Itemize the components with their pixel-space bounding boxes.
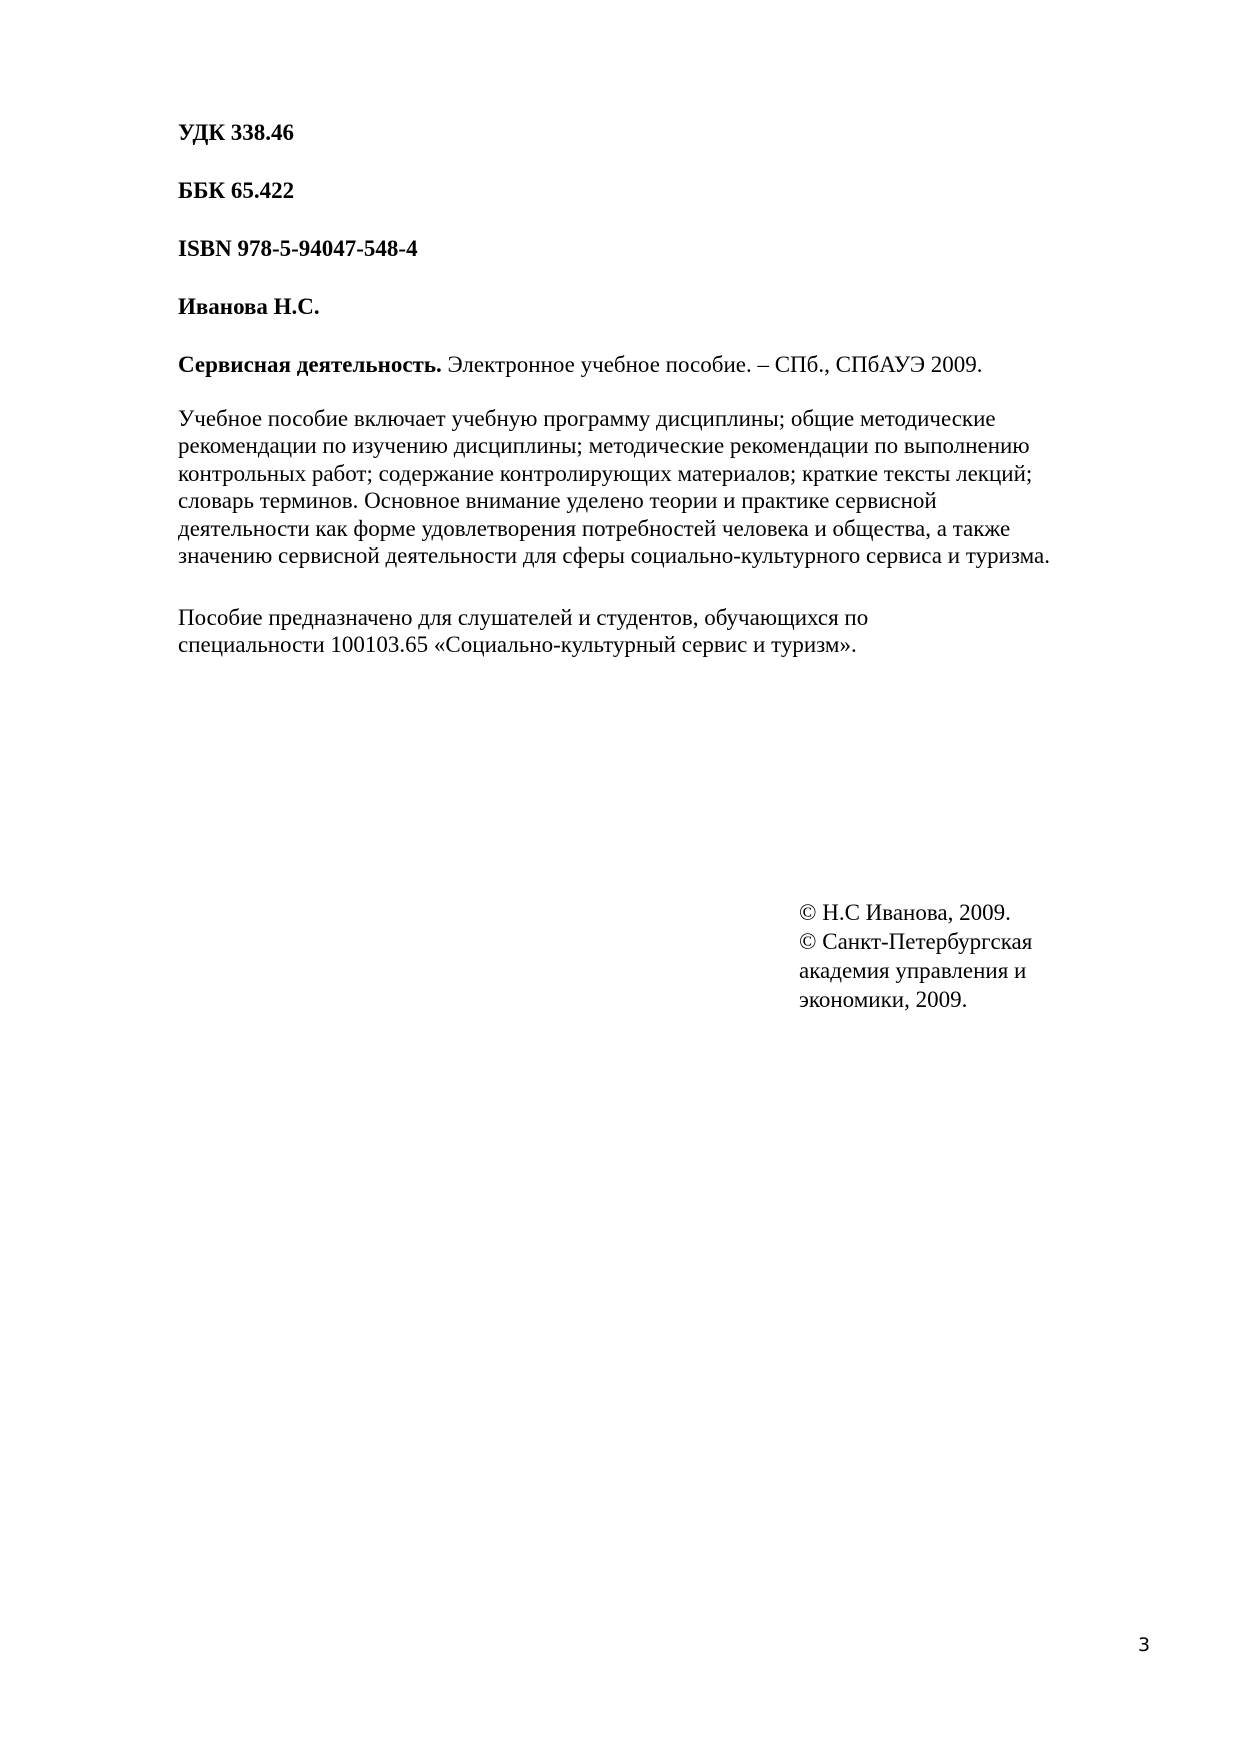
udk-code: УДК 338.46 — [178, 120, 295, 145]
page-number: 3 — [1138, 1634, 1151, 1656]
author-name: Иванова Н.С. — [178, 294, 320, 319]
audience-paragraph: Пособие предназначено для слушателей и студентов, обучающихся по специальности 100103.65 «Социально-культурный сервис и туризм». — [178, 605, 869, 658]
publication-info: Электронное учебное пособие. – СПб., СПбАУЭ 2009. — [441, 352, 983, 377]
copyright-block: © Н.С Иванова, 2009. © Санкт-Петербургская академия управления и экономики, 2009. — [799, 900, 1033, 1012]
book-title: Сервисная деятельность. — [178, 352, 442, 377]
title-line — [178, 351, 983, 378]
abstract-paragraph: Учебное пособие включает учебную программу дисциплины; общие методические рекомендации по изучению дисциплины; методические рекомендации по выполнению контрольных работ; содержание контролирующих материалов; краткие тексты лекций; словарь терминов. Основное внимание уделено теории и практике сервисной деятельности как форме удовлетворения потребностей человека и общества, а также значению сервисной деятельности для сферы социально-культурного сервиса и туризма. — [178, 406, 1050, 569]
isbn-code: ISBN 978-5-94047-548-4 — [178, 236, 418, 261]
bbk-code: ББК 65.422 — [178, 178, 295, 203]
